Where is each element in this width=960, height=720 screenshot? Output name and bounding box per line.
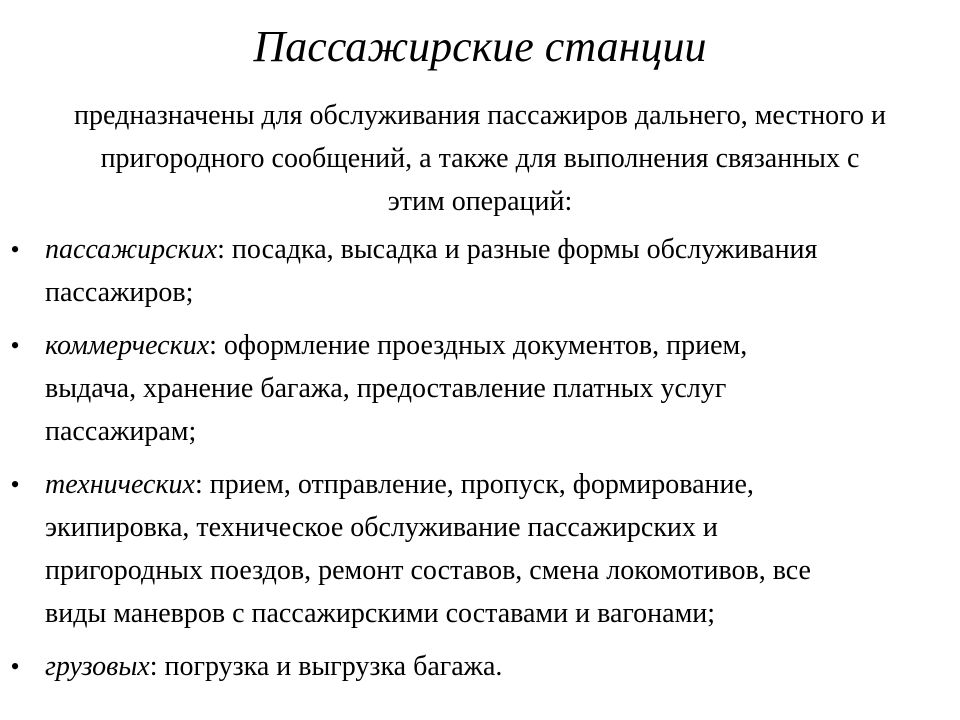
item-term: коммерческих — [45, 330, 210, 361]
item-text: : прием, отправление, пропуск, формирование, — [194, 469, 754, 500]
item-line: пригородных поездов, ремонт составов, смена локомотивов, все — [45, 555, 811, 586]
item-text: : посадка, высадка и разные формы обслуживания — [217, 234, 818, 265]
item-text: : оформление проездных документов, прием, — [209, 330, 748, 361]
item-term: пассажирских — [45, 234, 218, 265]
item-first-line — [45, 645, 960, 688]
list-item-passenger — [0, 228, 960, 314]
intro-line: этим операций: — [387, 186, 573, 217]
list-item-technical — [0, 463, 960, 635]
bullet-icon: • — [10, 235, 20, 264]
item-first-line — [45, 463, 960, 506]
list-item-freight — [0, 645, 960, 688]
item-text: : погрузка и выгрузка багажа. — [149, 651, 503, 682]
item-term: грузовых — [45, 651, 150, 682]
bullet-icon: • — [10, 331, 20, 360]
item-line: виды маневров с пассажирскими составами и вагонами; — [45, 598, 716, 629]
intro-line: предназначены для обслуживания пассажиров дальнего, местного и — [74, 100, 886, 131]
bullet-icon: • — [10, 470, 20, 499]
intro-line: пригородного сообщений, а также для выполнения связанных с — [100, 143, 860, 174]
intro-paragraph — [0, 94, 960, 223]
item-line: выдача, хранение багажа, предоставление платных услуг — [45, 373, 727, 404]
item-line: экипировка, техническое обслуживание пассажирских и — [45, 512, 718, 543]
item-line: пассажиров; — [45, 277, 194, 308]
slide-title: Пассажирские станции — [253, 22, 707, 71]
item-term: технических — [45, 469, 195, 500]
item-line: пассажирам; — [45, 416, 197, 447]
item-first-line — [45, 324, 960, 367]
list-item-commercial — [0, 324, 960, 453]
operations-list — [0, 228, 960, 698]
bullet-icon: • — [10, 652, 20, 681]
item-first-line — [45, 228, 960, 271]
